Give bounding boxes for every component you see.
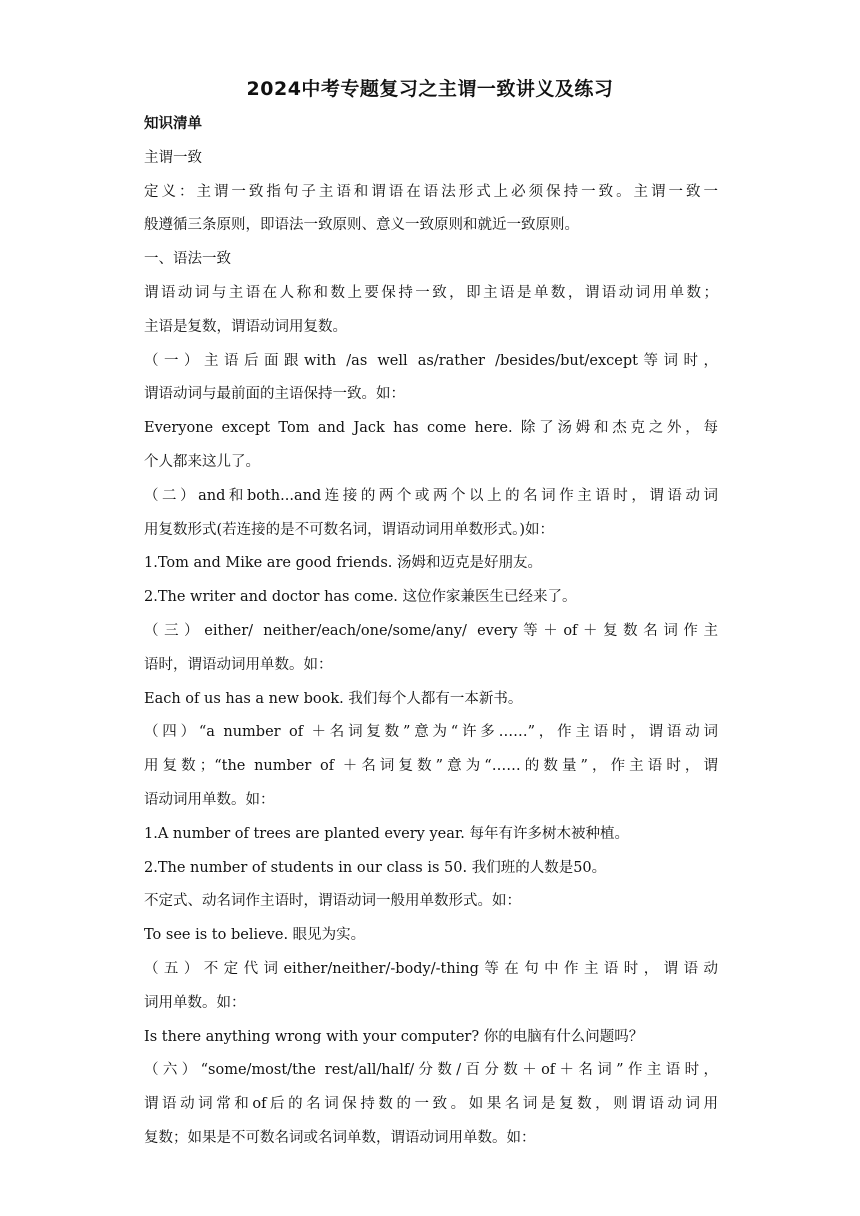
example-line: Everyone except Tom and Jack has come here. 除了汤姆和杰克之外，每 bbox=[144, 420, 718, 437]
rule-line: （四）“a number of ＋名词复数”意为“许多……”，作主语时，谓语动词 bbox=[144, 724, 718, 741]
paragraph-line: 般遵循三条原则，即语法一致原则、意义一致原则和就近一致原则。 bbox=[144, 217, 579, 234]
topic-heading: 主谓一致 bbox=[144, 149, 202, 166]
rule-line: 语动词用单数。如： bbox=[144, 791, 275, 808]
paragraph-line: 主语是复数，谓语动词用复数。 bbox=[144, 318, 347, 335]
example-line: 个人都来这儿了。 bbox=[144, 453, 260, 470]
document-body bbox=[144, 108, 718, 1156]
rule-line: 谓语动词与最前面的主语保持一致。如： bbox=[144, 386, 405, 403]
rule-line: （三）either/ neither/each/one/some/any/ every等＋of＋复数名词作主 bbox=[144, 622, 718, 639]
paragraph-line: 谓语动词与主语在人称和数上要保持一致，即主语是单数，谓语动词用单数； bbox=[144, 284, 718, 301]
rule-line: （五）不定代词either/neither/-body/-thing等在句中作主语时，谓语动 bbox=[144, 960, 718, 977]
rule-line: 复数；如果是不可数名词或名词单数，谓语动词用单数。如： bbox=[144, 1129, 536, 1146]
example-line: Is there anything wrong with your computer? 你的电脑有什么问题吗？ bbox=[144, 1028, 644, 1045]
example-line: Each of us has a new book. 我们每个人都有一本新书。 bbox=[144, 690, 523, 707]
rule-line: 用复数形式(若连接的是不可数名词，谓语动词用单数形式。)如： bbox=[144, 521, 555, 538]
example-line: To see is to believe. 眼见为实。 bbox=[144, 927, 366, 944]
rule-line: （一）主语后面跟with /as well as/rather /besides/but/except等词时， bbox=[144, 352, 718, 369]
example-line: 1.A number of trees are planted every year. 每年有许多树木被种植。 bbox=[144, 825, 629, 842]
document-title: 2024中考专题复习之主谓一致讲义及练习 bbox=[246, 78, 614, 100]
rule-line: 谓语动词常和of后的名词保持数的一致。如果名词是复数，则谓语动词用 bbox=[144, 1096, 718, 1113]
rule-line: 语时，谓语动词用单数。如： bbox=[144, 656, 333, 673]
rule-line: 用复数；“the number of ＋名词复数”意为“……的数量”，作主语时，谓 bbox=[144, 758, 718, 775]
rule-line: 词用单数。如： bbox=[144, 994, 246, 1011]
paragraph-line: 定义：主谓一致指句子主语和谓语在语法形式上必须保持一致。主谓一致一 bbox=[144, 183, 718, 200]
example-line: 1.Tom and Mike are good friends. 汤姆和迈克是好朋友。 bbox=[144, 555, 542, 572]
rule-line: 不定式、动名词作主语时，谓语动词一般用单数形式。如： bbox=[144, 893, 521, 910]
rule-line: （二）and和both...and连接的两个或两个以上的名词作主语时，谓语动词 bbox=[144, 487, 718, 504]
subsection-heading: 一、语法一致 bbox=[144, 251, 231, 268]
rule-line: （六）“some/most/the rest/all/half/分数/百分数＋of＋名词”作主语时， bbox=[144, 1062, 718, 1079]
section-heading-knowledge-list: 知识清单 bbox=[144, 116, 202, 132]
example-line: 2.The writer and doctor has come. 这位作家兼医生已经来了。 bbox=[144, 589, 577, 606]
example-line: 2.The number of students in our class is 50. 我们班的人数是50。 bbox=[144, 859, 607, 876]
